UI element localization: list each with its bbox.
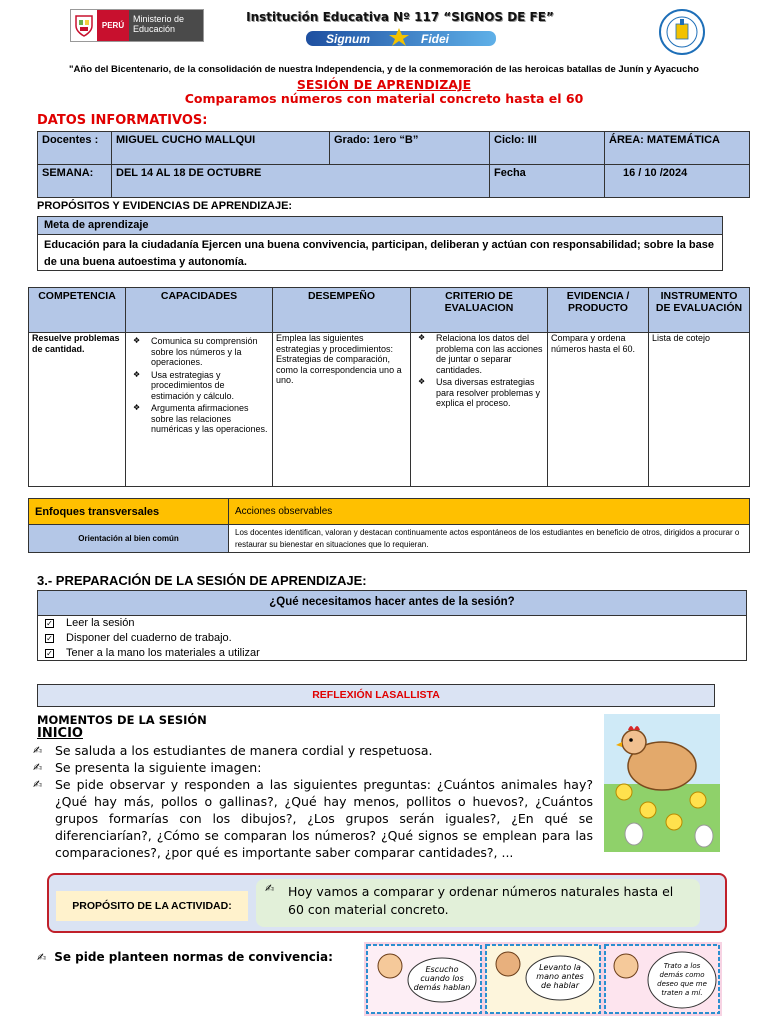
preparacion-question: ¿Qué necesitamos hacer antes de la sesión? [38, 591, 746, 616]
propositos-title: PROPÓSITOS Y EVIDENCIAS DE APRENDIZAJE: [37, 200, 293, 212]
grado-value: Grado: 1ero “B” [330, 132, 490, 165]
normas-text: ✍ Se pide planteen normas de convivencia: [37, 950, 333, 964]
criterios-cell [411, 333, 548, 487]
table-header-row [29, 288, 750, 333]
session-title: Comparamos números con material concreto hasta el 60 [184, 91, 584, 106]
list-item: ❖ Usa estrategias y procedimientos de estimación y cálculo. [129, 370, 269, 402]
datos-title: DATOS INFORMATIVOS: [37, 113, 208, 128]
instrumento-cell: Lista de cotejo [649, 333, 750, 487]
enfoque-cell: Orientación al bien común [29, 525, 229, 553]
meta-box [37, 216, 723, 271]
checklist-label: Disponer del cuaderno de trabajo. [66, 632, 232, 644]
col-header: EVIDENCIA / PRODUCTO [548, 288, 649, 333]
svg-text:Fidei: Fidei [421, 32, 450, 46]
norma-card: Trato a los demás como deseo que me traten a mí. [657, 962, 707, 997]
norma-card: Levanto la mano antes de hablar [536, 963, 584, 990]
info-table [37, 131, 750, 198]
info-row [38, 165, 750, 198]
list-item: ❖ Comunica su comprensión sobre los números y la operaciones. [129, 336, 269, 368]
list-item: ❖ Relaciona los datos del problema con las acciones de juntar o separar cantidades. [414, 333, 544, 375]
reflexion-lasallista: REFLEXIÓN LASALLISTA [37, 684, 715, 707]
fecha-label: Fecha [490, 165, 605, 198]
signum-fidei-logo [296, 28, 506, 48]
institution-title: Institución Educativa Nº 117 “SIGNOS DE FE” [246, 10, 554, 24]
svg-text:Signum: Signum [326, 32, 370, 46]
norma-card: Escucho cuando los demás hablan [413, 965, 471, 992]
enfoques-header: Enfoques transversales [29, 499, 229, 525]
school-seal-icon [654, 8, 710, 56]
minedu-logo [70, 9, 204, 42]
momentos-title: MOMENTOS DE LA SESIÓN [37, 713, 207, 727]
checklist-item [45, 631, 739, 646]
proposito-text: Hoy vamos a comparar y ordenar números naturales hasta el 60 con material concreto. [256, 879, 700, 927]
preparacion-title: 3.- PREPARACIÓN DE LA SESIÓN DE APRENDIZAJE: [37, 573, 367, 588]
session-label: SESIÓN DE APRENDIZAJE [296, 77, 472, 92]
inicio-label: INICIO [37, 726, 83, 741]
hen-and-chicks-image [604, 714, 720, 852]
list-item: ❖ Usa diversas estrategias para resolver problemas y explica el proceso. [414, 377, 544, 409]
area-value: ÁREA: MATEMÁTICA [605, 132, 750, 165]
checkbox-icon: ✓ [46, 634, 53, 643]
table-header-row [29, 499, 750, 525]
docentes-label: Docentes : [38, 132, 112, 165]
meta-label: Meta de aprendizaje [38, 217, 722, 235]
semana-label: SEMANA: [38, 165, 112, 198]
checklist-item [45, 616, 739, 631]
desempeno-cell: Emplea las siguientes estrategias y procedimientos: Estrategias de comparación, como la correspondencia uno a uno. [273, 333, 411, 487]
acciones-header: Acciones observables [229, 499, 750, 525]
competencia-cell: Resuelve problemas de cantidad. [29, 333, 126, 487]
checklist-label: Leer la sesión [66, 617, 135, 629]
docente-value: MIGUEL CUCHO MALLQUI [112, 132, 330, 165]
list-item: ✍ Se presenta la siguiente imagen: [33, 759, 593, 776]
year-motto: "Año del Bicentenario, de la consolidación de nuestra Independencia, y de la conmemoración de las heroicas batallas de Junín y Ayacucho [69, 64, 699, 75]
accion-cell: Los docentes identifican, valoran y destacan continuamente actos espontáneos de los estudiantes en beneficio de otros, dirigidos a procurar o restaurar su bienestar en situaciones que lo requieran. [229, 525, 750, 553]
col-header: CAPACIDADES [126, 288, 273, 333]
list-item: ❖ Argumenta afirmaciones sobre las relaciones numéricas y las operaciones. [129, 403, 269, 435]
ministry-label: Ministerio de Educación [129, 10, 203, 41]
col-header: INSTRUMENTO DE EVALUACIÓN [649, 288, 750, 333]
table-row [29, 525, 750, 553]
competencias-table [28, 287, 750, 487]
checkbox-icon: ✓ [46, 649, 53, 658]
table-row [29, 333, 750, 487]
meta-text: Educación para la ciudadanía Ejercen una buena convivencia, participan, deliberan y actúan con responsabilidad; sobre la base de una buena autoestima y autonomía. [44, 239, 714, 268]
col-header: DESEMPEÑO [273, 288, 411, 333]
checklist-item [45, 646, 739, 661]
checkbox-icon: ✓ [46, 619, 53, 628]
list-item: ✍ Se saluda a los estudiantes de manera cordial y respetuosa. [33, 742, 593, 759]
checklist-label: Tener a la mano los materiales a utilizar [66, 647, 260, 659]
ciclo-value: Ciclo: III [490, 132, 605, 165]
info-row [38, 132, 750, 165]
peru-label: PERÚ [97, 10, 129, 41]
proposito-label: PROPÓSITO DE LA ACTIVIDAD: [56, 891, 248, 921]
pencil-hand-icon: ✍ [265, 883, 275, 895]
peru-shield-icon [71, 10, 97, 41]
col-header: COMPETENCIA [29, 288, 126, 333]
session-heading [0, 78, 768, 106]
enfoques-table [28, 498, 750, 553]
preparacion-box [37, 590, 747, 661]
capacidades-cell [126, 333, 273, 487]
list-item: ✍ Se pide observar y responden a las siguientes preguntas: ¿Cuántos animales hay? ¿Qué hay más, pollos o gallinas?, ¿Qué hay menos, pollitos o huevos?, ¿Cuántos grupos formarías con los dibujos?, ¿Los grupos serán iguales?, ¿En qué se diferenciarían?, ¿Cómo se comparan los números? ¿Qué signos se emplean para las comparaciones?, ¿por qué es importante saber comparar cantidades?, ... [33, 776, 593, 861]
normas-convivencia-image [364, 942, 722, 1016]
col-header: CRITERIO DE EVALUACION [411, 288, 548, 333]
inicio-list [33, 742, 593, 861]
semana-value: DEL 14 AL 18 DE OCTUBRE [112, 165, 490, 198]
evidencia-cell: Compara y ordena números hasta el 60. [548, 333, 649, 487]
fecha-value: 16 / 10 /2024 [605, 165, 750, 198]
